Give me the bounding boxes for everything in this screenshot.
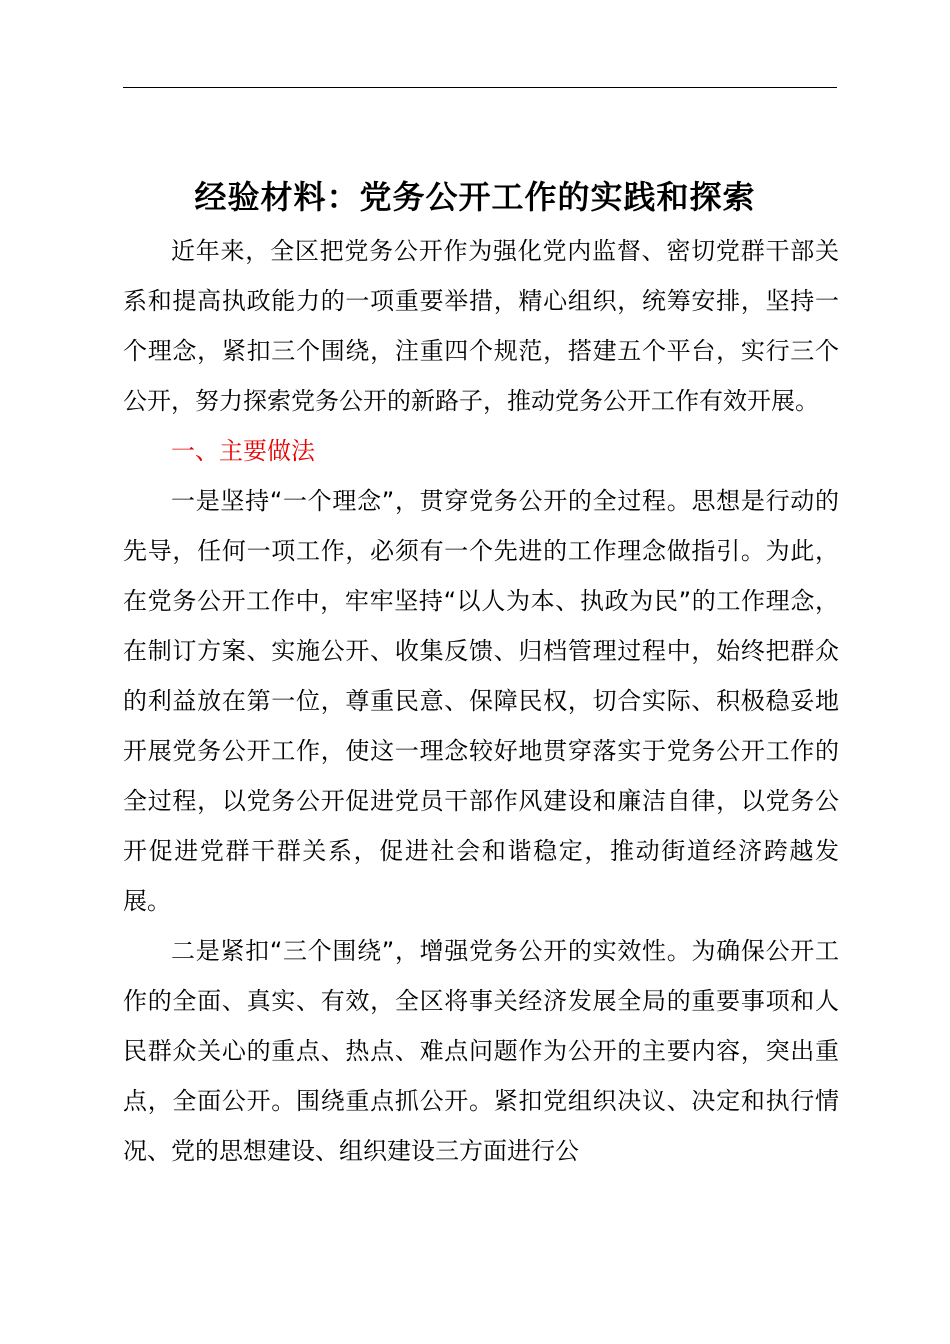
intro-paragraph: 近年来，全区把党务公开作为强化党内监督、密切党群干部关系和提高执政能力的一项重要举措，精心组织，统筹安排，坚持一个理念，紧扣三个围绕，注重四个规范，搭建五个平台，实行三个公开，努力探索党务公开的新路子，推动党务公开工作有效开展。 bbox=[123, 237, 839, 415]
document-title: 经验材料：党务公开工作的实践和探索 bbox=[194, 178, 756, 217]
header-rule bbox=[123, 87, 837, 88]
body-paragraph-1: 一是坚持“一个理念”，贯穿党务公开的全过程。思想是行动的先导，任何一项工作，必须有一个先进的工作理念做指引。为此，在党务公开工作中，牢牢坚持“以人为本、执政为民”的工作理念，在制订方案、实施公开、收集反馈、归档管理过程中，始终把群众的利益放在第一位，尊重民意、保障民权，切合实际、积极稳妥地开展党务公开工作，使这一理念较好地贯穿落实于党务公开工作的全过程，以党务公开促进党员干部作风建设和廉洁自律，以党务公开促进党群干群关系，促进社会和谐稳定，推动街道经济跨越发展。 bbox=[123, 487, 839, 915]
section-heading: 一、主要做法 bbox=[171, 437, 315, 465]
document-body bbox=[123, 226, 839, 1176]
body-paragraph-2: 二是紧扣“三个围绕”，增强党务公开的实效性。为确保公开工作的全面、真实、有效，全区将事关经济发展全局的重要事项和人民群众关心的重点、热点、难点问题作为公开的主要内容，突出重点，全面公开。围绕重点抓公开。紧扣党组织决议、决定和执行情况、党的思想建设、组织建设三方面进行公 bbox=[123, 937, 839, 1165]
